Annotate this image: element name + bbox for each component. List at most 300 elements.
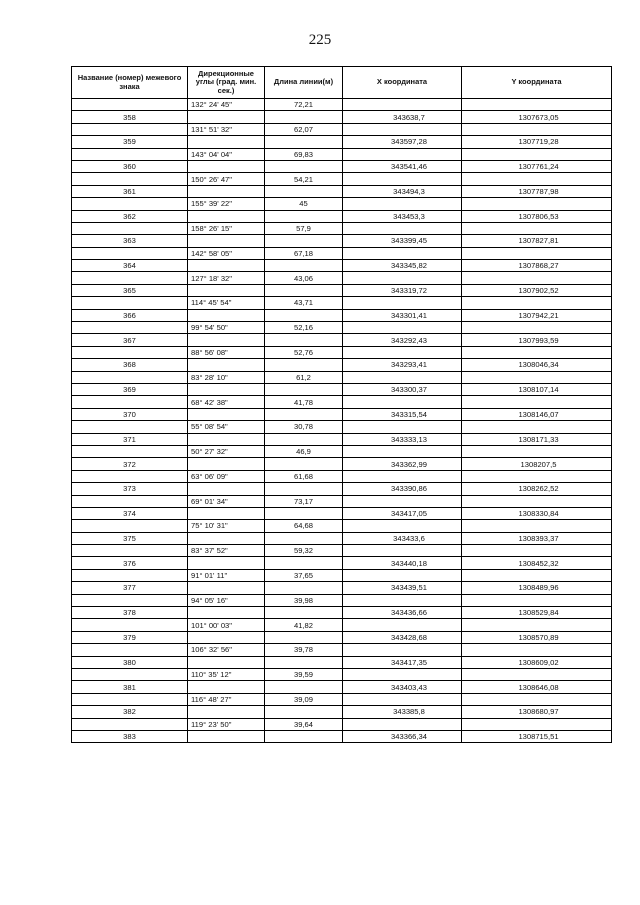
line-length-cell	[265, 532, 343, 544]
marker-name-cell	[72, 631, 188, 643]
line-length-cell	[265, 470, 343, 482]
marker-name-text: 373	[123, 484, 136, 494]
x-coordinate-text: 343428,68	[391, 632, 427, 642]
line-length-cell	[265, 458, 343, 470]
y-coordinate-cell	[462, 656, 612, 668]
table-row	[72, 644, 612, 656]
y-coordinate-text: 1307719,28	[518, 137, 559, 147]
x-coordinate-text: 343638,7	[393, 112, 425, 122]
line-length-cell	[265, 383, 343, 395]
line-length-text: 43,71	[293, 298, 313, 308]
x-coordinate-cell	[343, 619, 462, 631]
x-coordinate-cell	[343, 383, 462, 395]
marker-name-cell	[72, 260, 188, 272]
y-coordinate-text: 1308715,51	[518, 732, 559, 742]
table-row	[72, 631, 612, 643]
y-coordinate-cell	[462, 309, 612, 321]
table-row	[72, 322, 612, 334]
x-coordinate-cell	[343, 681, 462, 693]
direction-angle-cell	[188, 309, 265, 321]
direction-angle-cell	[188, 433, 265, 445]
line-length-cell	[265, 668, 343, 680]
direction-angle-text: 94° 05' 16"	[191, 595, 228, 605]
direction-angle-cell	[188, 644, 265, 656]
direction-angle-text: 110° 35' 12"	[191, 670, 232, 680]
x-coordinate-cell	[343, 260, 462, 272]
line-length-text: 61,68	[293, 471, 313, 481]
y-coordinate-cell	[462, 396, 612, 408]
y-coordinate-cell	[462, 272, 612, 284]
marker-name-text: 361	[123, 186, 136, 196]
x-coordinate-text: 343453,3	[393, 211, 425, 221]
direction-angle-cell	[188, 619, 265, 631]
marker-name-cell	[72, 619, 188, 631]
table-row	[72, 222, 612, 234]
line-length-cell	[265, 607, 343, 619]
y-coordinate-cell	[462, 495, 612, 507]
x-coordinate-cell	[343, 532, 462, 544]
line-length-cell	[265, 198, 343, 210]
y-coordinate-cell	[462, 173, 612, 185]
direction-angle-text: 116° 48' 27"	[191, 694, 232, 704]
marker-name-cell	[72, 693, 188, 705]
line-length-cell	[265, 99, 343, 111]
marker-name-text: 383	[123, 732, 136, 742]
x-coordinate-cell	[343, 569, 462, 581]
x-coordinate-cell	[343, 247, 462, 259]
direction-angle-text: 127° 18' 32"	[191, 273, 232, 283]
direction-angle-text: 143° 04' 04"	[191, 149, 232, 159]
line-length-cell	[265, 173, 343, 185]
x-coordinate-text: 343301,41	[391, 310, 427, 320]
x-coordinate-cell	[343, 483, 462, 495]
y-coordinate-cell	[462, 160, 612, 172]
line-length-text: 39,78	[293, 645, 313, 655]
y-coordinate-cell	[462, 371, 612, 383]
x-coordinate-cell	[343, 235, 462, 247]
table-row	[72, 545, 612, 557]
line-length-text: 54,21	[293, 174, 313, 184]
x-coordinate-text: 343333,13	[391, 434, 427, 444]
table-row	[72, 433, 612, 445]
direction-angle-cell	[188, 718, 265, 730]
marker-name-text: 372	[123, 459, 136, 469]
table-row	[72, 557, 612, 569]
table-row	[72, 730, 612, 742]
direction-angle-cell	[188, 222, 265, 234]
marker-name-cell	[72, 532, 188, 544]
y-coordinate-cell	[462, 706, 612, 718]
direction-angle-text: 150° 26' 47"	[191, 174, 232, 184]
line-length-text: 73,17	[293, 496, 313, 506]
marker-name-cell	[72, 421, 188, 433]
table-row	[72, 160, 612, 172]
line-length-cell	[265, 507, 343, 519]
x-coordinate-cell	[343, 123, 462, 135]
direction-angle-cell	[188, 532, 265, 544]
header-y: Y координата	[462, 67, 612, 99]
line-length-cell	[265, 656, 343, 668]
y-coordinate-cell	[462, 148, 612, 160]
line-length-text: 64,68	[293, 521, 313, 531]
marker-name-text: 381	[123, 682, 136, 692]
marker-name-cell	[72, 557, 188, 569]
direction-angle-text: 114° 45' 54"	[191, 298, 232, 308]
line-length-text: 69,83	[293, 149, 313, 159]
x-coordinate-text: 343390,86	[391, 484, 427, 494]
direction-angle-cell	[188, 396, 265, 408]
y-coordinate-cell	[462, 99, 612, 111]
table-row	[72, 408, 612, 420]
x-coordinate-cell	[343, 445, 462, 457]
line-length-text: 41,78	[293, 397, 313, 407]
line-length-cell	[265, 681, 343, 693]
y-coordinate-text: 1307942,21	[518, 310, 559, 320]
y-coordinate-text: 1308609,02	[518, 657, 559, 667]
y-coordinate-text: 1308207,5	[520, 459, 557, 469]
marker-name-text: 369	[123, 385, 136, 395]
direction-angle-cell	[188, 346, 265, 358]
y-coordinate-cell	[462, 607, 612, 619]
marker-name-cell	[72, 160, 188, 172]
table-body	[72, 99, 612, 743]
marker-name-cell	[72, 470, 188, 482]
line-length-text: 39,64	[293, 719, 313, 729]
marker-name-cell	[72, 222, 188, 234]
x-coordinate-cell	[343, 99, 462, 111]
marker-name-cell	[72, 371, 188, 383]
table-row	[72, 111, 612, 123]
table-row	[72, 371, 612, 383]
direction-angle-cell	[188, 706, 265, 718]
marker-name-cell	[72, 396, 188, 408]
y-coordinate-cell	[462, 123, 612, 135]
table-row	[72, 272, 612, 284]
marker-name-text: 375	[123, 533, 136, 543]
y-coordinate-cell	[462, 668, 612, 680]
y-coordinate-text: 1307787,98	[518, 186, 559, 196]
direction-angle-cell	[188, 297, 265, 309]
direction-angle-text: 101° 00' 03"	[191, 620, 232, 630]
marker-name-cell	[72, 359, 188, 371]
table-row	[72, 693, 612, 705]
line-length-cell	[265, 111, 343, 123]
line-length-cell	[265, 445, 343, 457]
line-length-cell	[265, 123, 343, 135]
y-coordinate-text: 1308393,37	[518, 533, 559, 543]
marker-name-cell	[72, 334, 188, 346]
direction-angle-text: 83° 37' 52"	[191, 546, 228, 556]
x-coordinate-text: 343417,35	[391, 657, 427, 667]
x-coordinate-cell	[343, 322, 462, 334]
line-length-cell	[265, 148, 343, 160]
table-row	[72, 334, 612, 346]
y-coordinate-text: 1308146,07	[518, 409, 559, 419]
line-length-text: 37,65	[293, 571, 313, 581]
direction-angle-cell	[188, 656, 265, 668]
table-row	[72, 421, 612, 433]
y-coordinate-cell	[462, 582, 612, 594]
direction-angle-cell	[188, 247, 265, 259]
x-coordinate-text: 343293,41	[391, 360, 427, 370]
line-length-text: 41,82	[293, 620, 313, 630]
y-coordinate-text: 1308452,32	[518, 558, 559, 568]
direction-angle-text: 88° 56' 08"	[191, 348, 228, 357]
direction-angle-cell	[188, 272, 265, 284]
marker-name-cell	[72, 346, 188, 358]
direction-angle-cell	[188, 681, 265, 693]
line-length-text: 39,59	[293, 670, 313, 680]
x-coordinate-text: 343345,82	[391, 261, 427, 271]
line-length-cell	[265, 557, 343, 569]
marker-name-cell	[72, 507, 188, 519]
direction-angle-cell	[188, 111, 265, 123]
marker-name-cell	[72, 210, 188, 222]
table-row	[72, 297, 612, 309]
marker-name-cell	[72, 198, 188, 210]
marker-name-text: 368	[123, 360, 136, 370]
line-length-cell	[265, 545, 343, 557]
x-coordinate-cell	[343, 111, 462, 123]
table-header	[72, 67, 612, 99]
y-coordinate-text: 1308529,84	[518, 608, 559, 618]
marker-name-cell	[72, 445, 188, 457]
x-coordinate-cell	[343, 644, 462, 656]
table-row	[72, 235, 612, 247]
line-length-cell	[265, 433, 343, 445]
marker-name-cell	[72, 235, 188, 247]
table-row	[72, 123, 612, 135]
marker-name-cell	[72, 607, 188, 619]
x-coordinate-cell	[343, 545, 462, 557]
line-length-cell	[265, 520, 343, 532]
marker-name-text: 371	[123, 434, 136, 444]
x-coordinate-cell	[343, 185, 462, 197]
x-coordinate-text: 343319,72	[391, 286, 427, 296]
x-coordinate-cell	[343, 706, 462, 718]
y-coordinate-cell	[462, 433, 612, 445]
x-coordinate-text: 343385,8	[393, 707, 425, 717]
line-length-text: 52,16	[293, 323, 313, 333]
marker-name-cell	[72, 483, 188, 495]
line-length-cell	[265, 706, 343, 718]
x-coordinate-text: 343292,43	[391, 335, 427, 345]
direction-angle-text: 83° 28' 10"	[191, 372, 228, 382]
x-coordinate-cell	[343, 222, 462, 234]
y-coordinate-text: 1308262,52	[518, 484, 559, 494]
marker-name-cell	[72, 309, 188, 321]
marker-name-cell	[72, 123, 188, 135]
x-coordinate-cell	[343, 272, 462, 284]
y-coordinate-cell	[462, 458, 612, 470]
direction-angle-cell	[188, 557, 265, 569]
y-coordinate-cell	[462, 483, 612, 495]
table-row	[72, 594, 612, 606]
y-coordinate-text: 1308330,84	[518, 509, 559, 519]
y-coordinate-cell	[462, 520, 612, 532]
table-row	[72, 185, 612, 197]
page-number: 225	[308, 32, 332, 48]
x-coordinate-cell	[343, 433, 462, 445]
y-coordinate-cell	[462, 718, 612, 730]
direction-angle-cell	[188, 730, 265, 742]
x-coordinate-cell	[343, 160, 462, 172]
line-length-cell	[265, 483, 343, 495]
y-coordinate-cell	[462, 408, 612, 420]
direction-angle-text: 119° 23' 50"	[191, 719, 232, 729]
marker-name-cell	[72, 730, 188, 742]
direction-angle-text: 131° 51' 32"	[191, 124, 232, 134]
line-length-text: 39,98	[293, 595, 313, 605]
y-coordinate-cell	[462, 470, 612, 482]
y-coordinate-cell	[462, 421, 612, 433]
marker-name-text: 358	[123, 112, 136, 122]
y-coordinate-cell	[462, 111, 612, 123]
line-length-cell	[265, 334, 343, 346]
marker-name-text: 362	[123, 211, 136, 221]
table-row	[72, 260, 612, 272]
direction-angle-cell	[188, 445, 265, 457]
x-coordinate-cell	[343, 148, 462, 160]
y-coordinate-cell	[462, 198, 612, 210]
y-coordinate-cell	[462, 693, 612, 705]
x-coordinate-cell	[343, 594, 462, 606]
direction-angle-cell	[188, 421, 265, 433]
line-length-cell	[265, 569, 343, 581]
direction-angle-cell	[188, 235, 265, 247]
line-length-text: 57,9	[296, 224, 311, 234]
direction-angle-cell	[188, 668, 265, 680]
table-row	[72, 532, 612, 544]
line-length-cell	[265, 644, 343, 656]
marker-name-text: 376	[123, 558, 136, 568]
line-length-cell	[265, 396, 343, 408]
marker-name-text: 365	[123, 286, 136, 296]
direction-angle-text: 69° 01' 34"	[191, 496, 228, 506]
y-coordinate-cell	[462, 557, 612, 569]
direction-angle-cell	[188, 408, 265, 420]
line-length-cell	[265, 284, 343, 296]
direction-angle-cell	[188, 470, 265, 482]
x-coordinate-cell	[343, 582, 462, 594]
y-coordinate-cell	[462, 445, 612, 457]
y-coordinate-text: 1307673,05	[518, 112, 559, 122]
x-coordinate-text: 343300,37	[391, 385, 427, 395]
table-row	[72, 284, 612, 296]
line-length-text: 39,09	[293, 694, 313, 704]
direction-angle-cell	[188, 185, 265, 197]
direction-angle-cell	[188, 260, 265, 272]
y-coordinate-text: 1308570,89	[518, 632, 559, 642]
marker-name-cell	[72, 644, 188, 656]
x-coordinate-text: 343541,46	[391, 162, 427, 172]
table-row	[72, 668, 612, 680]
y-coordinate-text: 1307761,24	[518, 162, 559, 172]
marker-name-cell	[72, 383, 188, 395]
y-coordinate-cell	[462, 222, 612, 234]
y-coordinate-cell	[462, 359, 612, 371]
header-x: X координата	[343, 67, 462, 99]
marker-name-cell	[72, 111, 188, 123]
marker-name-text: 363	[123, 236, 136, 246]
line-length-text: 30,78	[293, 422, 313, 432]
direction-angle-cell	[188, 383, 265, 395]
marker-name-cell	[72, 495, 188, 507]
y-coordinate-cell	[462, 284, 612, 296]
line-length-text: 46,9	[296, 447, 311, 457]
x-coordinate-cell	[343, 359, 462, 371]
marker-name-text: 359	[123, 137, 136, 147]
table-row	[72, 483, 612, 495]
line-length-cell	[265, 718, 343, 730]
direction-angle-cell	[188, 160, 265, 172]
x-coordinate-text: 343440,18	[391, 558, 427, 568]
x-coordinate-cell	[343, 520, 462, 532]
table-row	[72, 198, 612, 210]
line-length-cell	[265, 631, 343, 643]
y-coordinate-text: 1308680,97	[518, 707, 559, 717]
line-length-cell	[265, 272, 343, 284]
x-coordinate-cell	[343, 136, 462, 148]
direction-angle-cell	[188, 210, 265, 222]
x-coordinate-cell	[343, 557, 462, 569]
marker-name-text: 378	[123, 608, 136, 618]
direction-angle-cell	[188, 520, 265, 532]
marker-name-cell	[72, 569, 188, 581]
direction-angle-cell	[188, 284, 265, 296]
marker-name-cell	[72, 458, 188, 470]
table-row	[72, 470, 612, 482]
direction-angle-text: 75° 10' 31"	[191, 521, 228, 531]
marker-name-cell	[72, 284, 188, 296]
direction-angle-cell	[188, 123, 265, 135]
table-row	[72, 619, 612, 631]
line-length-cell	[265, 359, 343, 371]
y-coordinate-cell	[462, 681, 612, 693]
x-coordinate-text: 343436,66	[391, 608, 427, 618]
x-coordinate-cell	[343, 507, 462, 519]
y-coordinate-cell	[462, 235, 612, 247]
direction-angle-cell	[188, 322, 265, 334]
table-row	[72, 681, 612, 693]
marker-name-cell	[72, 706, 188, 718]
y-coordinate-cell	[462, 545, 612, 557]
line-length-cell	[265, 260, 343, 272]
direction-angle-cell	[188, 198, 265, 210]
line-length-cell	[265, 594, 343, 606]
y-coordinate-cell	[462, 619, 612, 631]
table-row	[72, 148, 612, 160]
direction-angle-cell	[188, 148, 265, 160]
line-length-cell	[265, 309, 343, 321]
marker-name-text: 374	[123, 509, 136, 519]
x-coordinate-cell	[343, 173, 462, 185]
line-length-cell	[265, 371, 343, 383]
marker-name-cell	[72, 718, 188, 730]
table-row	[72, 495, 612, 507]
x-coordinate-text: 343366,34	[391, 732, 427, 742]
x-coordinate-cell	[343, 730, 462, 742]
table-row	[72, 445, 612, 457]
x-coordinate-cell	[343, 346, 462, 358]
direction-angle-cell	[188, 631, 265, 643]
x-coordinate-text: 343597,28	[391, 137, 427, 147]
x-coordinate-text: 343494,3	[393, 186, 425, 196]
y-coordinate-text: 1308171,33	[518, 434, 559, 444]
line-length-cell	[265, 136, 343, 148]
y-coordinate-cell	[462, 185, 612, 197]
direction-angle-cell	[188, 582, 265, 594]
